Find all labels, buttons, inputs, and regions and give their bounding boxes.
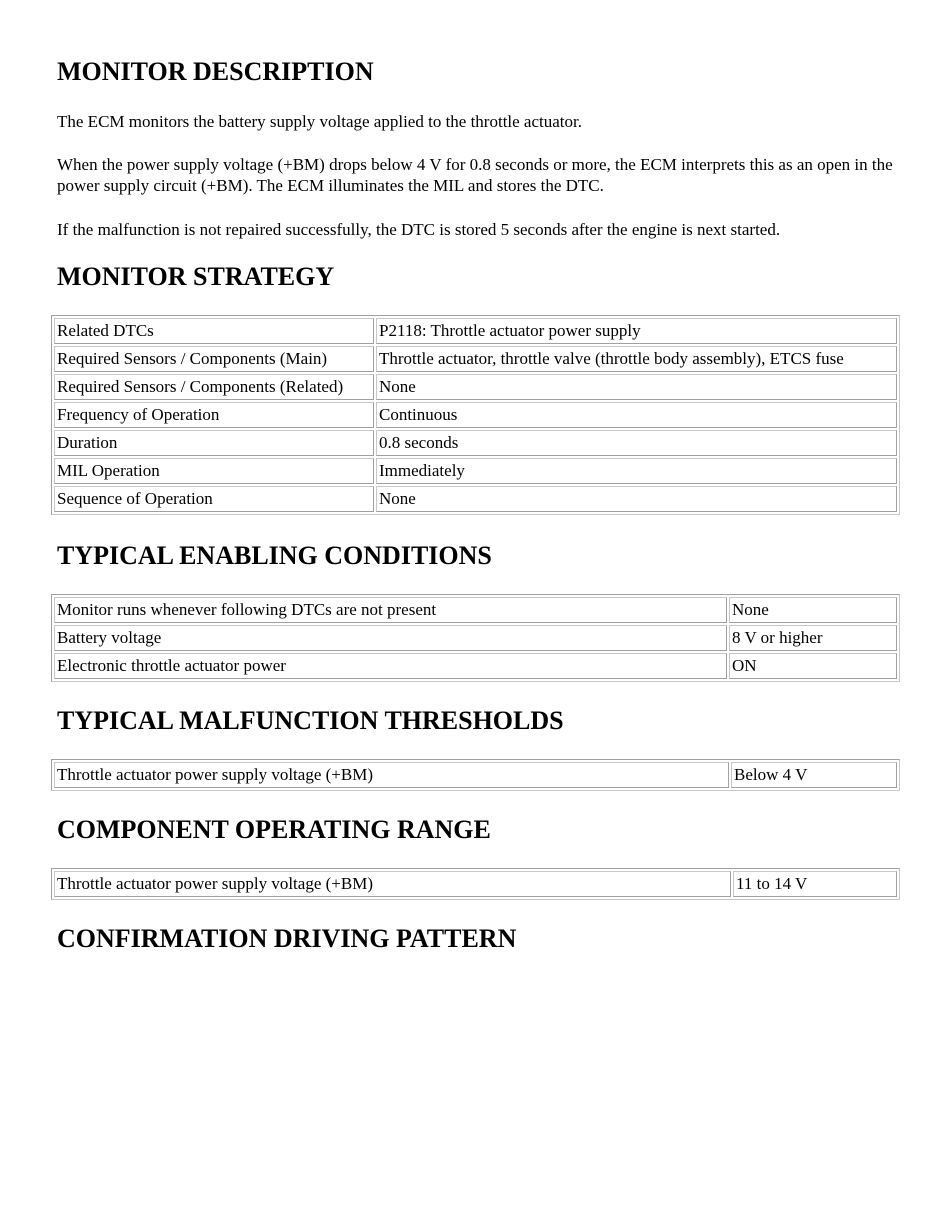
table-row xyxy=(54,402,897,428)
table-row xyxy=(54,871,897,897)
description-paragraph-3: If the malfunction is not repaired successfully, the DTC is stored 5 seconds after the engine is next started. xyxy=(57,220,781,239)
monitor-strategy-heading: MONITOR STRATEGY xyxy=(57,262,335,291)
description-paragraph-1: The ECM monitors the battery supply voltage applied to the throttle actuator. xyxy=(57,112,582,131)
enabling-conditions-heading: TYPICAL ENABLING CONDITIONS xyxy=(57,541,492,570)
operating-range-table xyxy=(51,868,900,900)
table-row xyxy=(54,318,897,344)
range-value-cell: 11 to 14 V xyxy=(733,871,897,897)
operating-range-heading: COMPONENT OPERATING RANGE xyxy=(57,815,491,844)
strategy-value-cell: Immediately xyxy=(376,458,897,484)
table-row xyxy=(54,762,897,788)
condition-label-cell: Electronic throttle actuator power xyxy=(54,653,727,679)
driving-pattern-heading: CONFIRMATION DRIVING PATTERN xyxy=(57,924,517,953)
condition-value-cell: ON xyxy=(729,653,897,679)
strategy-label-cell: Required Sensors / Components (Related) xyxy=(54,374,374,400)
malfunction-thresholds-heading: TYPICAL MALFUNCTION THRESHOLDS xyxy=(57,706,564,735)
strategy-label-cell: Duration xyxy=(54,430,374,456)
monitor-strategy-table xyxy=(51,315,900,515)
strategy-label-cell: MIL Operation xyxy=(54,458,374,484)
enabling-conditions-table xyxy=(51,594,900,682)
strategy-label-cell: Sequence of Operation xyxy=(54,486,374,512)
strategy-label-cell: Frequency of Operation xyxy=(54,402,374,428)
malfunction-thresholds-table xyxy=(51,759,900,791)
condition-value-cell: None xyxy=(729,597,897,623)
threshold-value-cell: Below 4 V xyxy=(731,762,897,788)
strategy-value-cell: 0.8 seconds xyxy=(376,430,897,456)
table-row xyxy=(54,346,897,372)
monitor-description-heading: MONITOR DESCRIPTION xyxy=(57,57,374,86)
strategy-label-cell: Related DTCs xyxy=(54,318,374,344)
strategy-value-cell: None xyxy=(376,486,897,512)
range-label-cell: Throttle actuator power supply voltage (+BM) xyxy=(54,871,731,897)
table-row xyxy=(54,625,897,651)
table-row xyxy=(54,430,897,456)
table-row xyxy=(54,653,897,679)
table-row xyxy=(54,486,897,512)
table-row xyxy=(54,458,897,484)
strategy-value-cell: Throttle actuator, throttle valve (throttle body assembly), ETCS fuse xyxy=(376,346,897,372)
strategy-label-cell: Required Sensors / Components (Main) xyxy=(54,346,374,372)
condition-label-cell: Battery voltage xyxy=(54,625,727,651)
threshold-label-cell: Throttle actuator power supply voltage (+BM) xyxy=(54,762,729,788)
strategy-value-cell: P2118: Throttle actuator power supply xyxy=(376,318,897,344)
description-paragraph-2: When the power supply voltage (+BM) drops below 4 V for 0.8 seconds or more, the ECM interprets this as an open in the power supply circuit (+BM). The ECM illuminates the MIL and stores the DTC. xyxy=(57,155,893,195)
table-row xyxy=(54,374,897,400)
strategy-value-cell: None xyxy=(376,374,897,400)
condition-value-cell: 8 V or higher xyxy=(729,625,897,651)
condition-label-cell: Monitor runs whenever following DTCs are not present xyxy=(54,597,727,623)
strategy-value-cell: Continuous xyxy=(376,402,897,428)
table-row xyxy=(54,597,897,623)
